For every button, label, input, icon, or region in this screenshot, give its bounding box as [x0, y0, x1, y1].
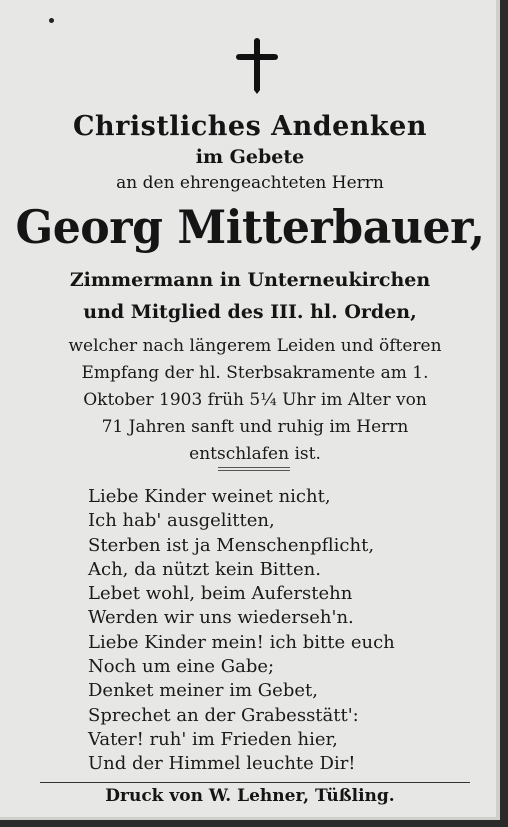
- poem-line: Und der Himmel leuchte Dir!: [88, 753, 356, 775]
- poem-line: Lebet wohl, beim Auferstehn: [88, 583, 353, 605]
- poem-line: Denket meiner im Gebet,: [88, 680, 318, 702]
- poem-line: Sprechet an der Grabesstätt':: [88, 704, 359, 726]
- death-notice-text: [40, 333, 470, 468]
- deceased-occupation: Zimmermann in Unterneukirchen: [69, 269, 431, 291]
- poem-line: Ich hab' ausgelitten,: [88, 510, 275, 532]
- subtitle-prayer: im Gebete: [195, 146, 305, 168]
- printer-credit: Druck von W. Lehner, Tüßling.: [105, 786, 395, 806]
- notice-line: Empfang der hl. Sterbsakramente am 1.: [81, 363, 429, 383]
- poem-line: Liebe Kinder mein! ich bitte euch: [88, 631, 395, 653]
- poem-line: Vater! ruh' im Frieden hier,: [88, 728, 338, 750]
- cross-icon: [236, 38, 278, 96]
- deceased-name: Georg Mitterbauer,: [15, 200, 485, 254]
- poem-line: Noch um eine Gabe;: [88, 656, 275, 678]
- poem-line: Liebe Kinder weinet nicht,: [88, 486, 331, 507]
- poem-line: Sterben ist ja Menschenpflicht,: [88, 534, 375, 556]
- poem: [88, 485, 395, 777]
- divider-double-bottom: [218, 470, 290, 471]
- notice-line: entschlafen ist.: [189, 444, 321, 464]
- poem-line: Werden wir uns wiederseh'n.: [88, 607, 354, 629]
- notice-line: welcher nach längerem Leiden und öfteren: [68, 336, 442, 356]
- footer-divider: [40, 782, 470, 783]
- deceased-membership: und Mitglied des III. hl. Orden,: [83, 301, 417, 323]
- notice-line: Oktober 1903 früh 5¼ Uhr im Alter von: [83, 390, 427, 410]
- divider-double-top: [218, 467, 290, 468]
- notice-line: 71 Jahren sanft und ruhig im Herrn: [101, 417, 409, 437]
- subtitle-dedication: an den ehrengeachteten Herrn: [116, 173, 384, 193]
- ink-dot: [49, 18, 54, 23]
- card-title: Christliches Andenken: [73, 111, 427, 142]
- poem-line: Ach, da nützt kein Bitten.: [88, 558, 321, 580]
